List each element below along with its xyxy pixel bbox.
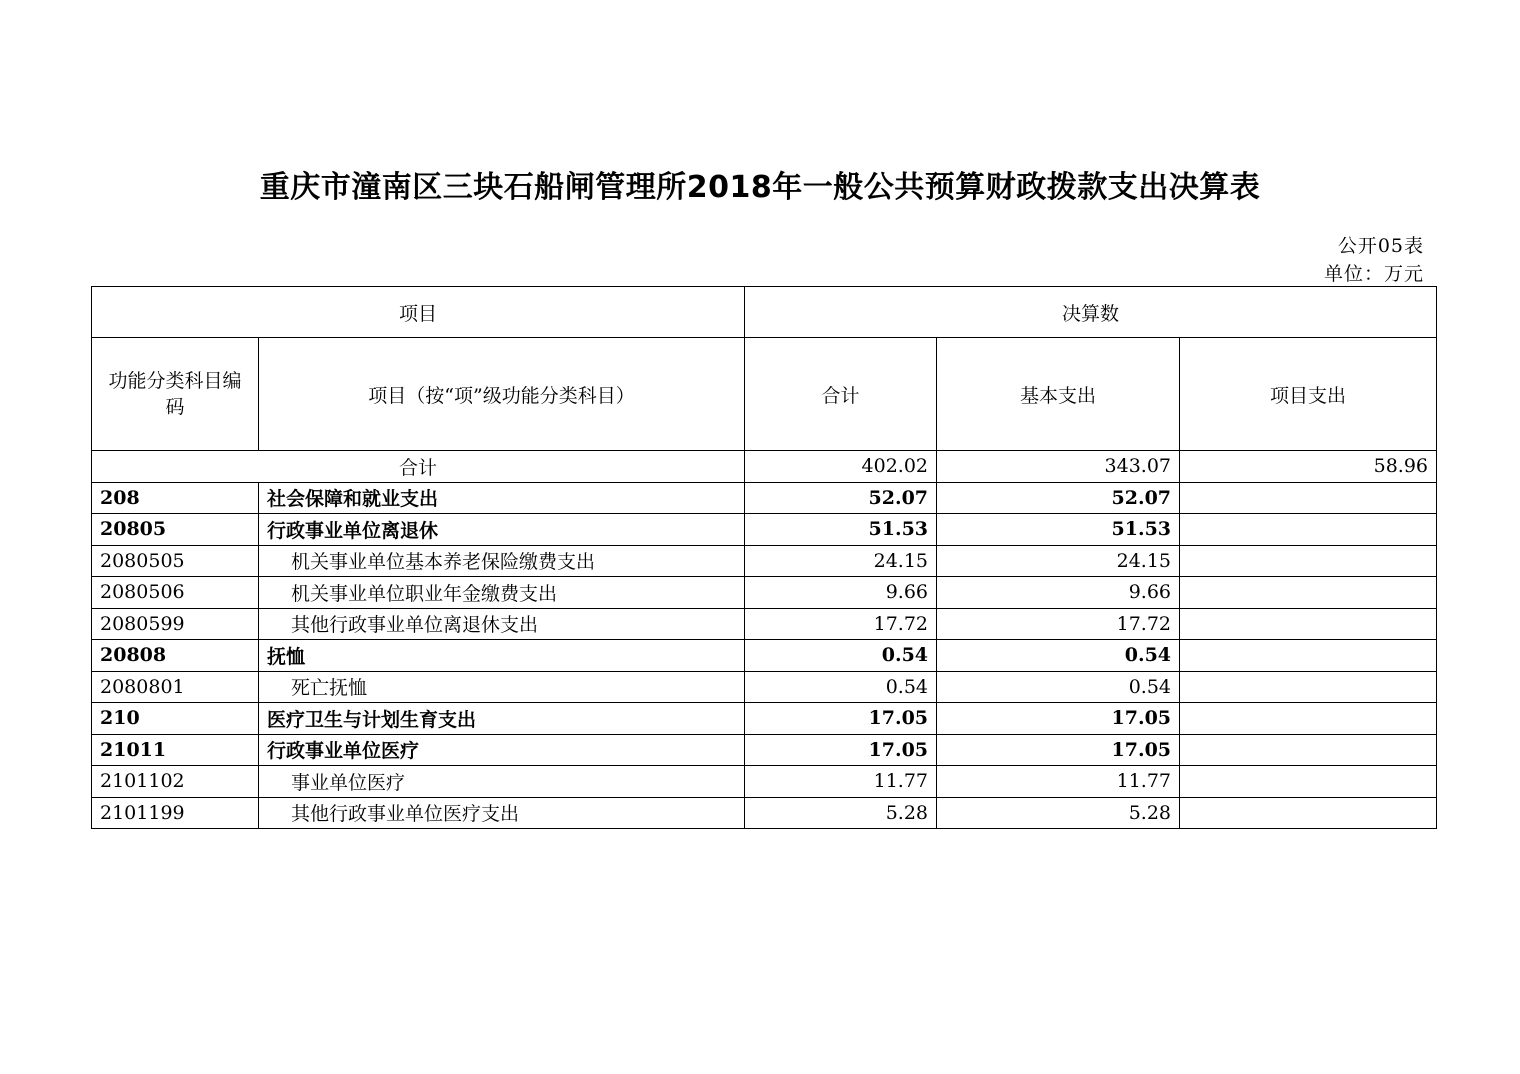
row-code: 2080801 (92, 671, 259, 703)
row-code: 21011 (92, 734, 259, 766)
table-row (92, 482, 1437, 514)
header-basic: 基本支出 (937, 338, 1180, 451)
row-name: 行政事业单位医疗 (259, 734, 745, 766)
row-project (1180, 545, 1437, 577)
row-name: 社会保障和就业支出 (259, 482, 745, 514)
row-name: 死亡抚恤 (259, 671, 745, 703)
row-basic: 11.77 (937, 766, 1180, 798)
row-code: 2080505 (92, 545, 259, 577)
row-total: 0.54 (745, 671, 937, 703)
row-project (1180, 514, 1437, 546)
row-project (1180, 703, 1437, 735)
row-basic: 51.53 (937, 514, 1180, 546)
row-basic: 5.28 (937, 797, 1180, 829)
header-code-label: 功能分类科目编码 (108, 370, 242, 418)
header-final-amount: 决算数 (745, 287, 1437, 338)
row-total: 0.54 (745, 640, 937, 672)
row-code: 2101102 (92, 766, 259, 798)
row-code: 20808 (92, 640, 259, 672)
row-name: 事业单位医疗 (259, 766, 745, 798)
row-project (1180, 734, 1437, 766)
row-project (1180, 797, 1437, 829)
row-project (1180, 577, 1437, 609)
table-row (92, 797, 1437, 829)
row-total: 11.77 (745, 766, 937, 798)
total-row-basic: 343.07 (937, 451, 1180, 483)
expenditure-table (91, 286, 1437, 829)
row-basic: 17.05 (937, 734, 1180, 766)
row-code: 210 (92, 703, 259, 735)
table-body (92, 287, 1437, 829)
total-row-project: 58.96 (1180, 451, 1437, 483)
row-basic: 52.07 (937, 482, 1180, 514)
row-total: 5.28 (745, 797, 937, 829)
row-name: 行政事业单位离退休 (259, 514, 745, 546)
header-code (92, 338, 259, 451)
row-name: 机关事业单位基本养老保险缴费支出 (259, 545, 745, 577)
total-row-total: 402.02 (745, 451, 937, 483)
row-project (1180, 608, 1437, 640)
header-row-1 (92, 287, 1437, 338)
page-title: 重庆市潼南区三块石船闸管理所2018年一般公共预算财政拨款支出决算表 (259, 170, 1261, 205)
total-row-label: 合计 (92, 451, 745, 483)
table-row (92, 703, 1437, 735)
unit-label: 单位：万元 (1323, 263, 1424, 285)
row-basic: 17.72 (937, 608, 1180, 640)
row-code: 20805 (92, 514, 259, 546)
row-project (1180, 640, 1437, 672)
row-project (1180, 482, 1437, 514)
row-code: 2101199 (92, 797, 259, 829)
table-row (92, 608, 1437, 640)
row-name: 医疗卫生与计划生育支出 (259, 703, 745, 735)
row-name: 机关事业单位职业年金缴费支出 (259, 577, 745, 609)
row-code: 2080506 (92, 577, 259, 609)
header-item: 项目 (92, 287, 745, 338)
row-total: 24.15 (745, 545, 937, 577)
row-total: 9.66 (745, 577, 937, 609)
row-project (1180, 766, 1437, 798)
row-project (1180, 671, 1437, 703)
row-total: 17.05 (745, 734, 937, 766)
row-basic: 0.54 (937, 671, 1180, 703)
form-number: 公开05表 (1337, 235, 1424, 257)
header-row-2 (92, 338, 1437, 451)
table-row (92, 766, 1437, 798)
row-name: 其他行政事业单位医疗支出 (259, 797, 745, 829)
header-item-detail: 项目（按“项”级功能分类科目） (259, 338, 745, 451)
table-row (92, 545, 1437, 577)
table-row (92, 640, 1437, 672)
row-name: 其他行政事业单位离退休支出 (259, 608, 745, 640)
table-row (92, 514, 1437, 546)
row-total: 17.72 (745, 608, 937, 640)
row-total: 52.07 (745, 482, 937, 514)
row-total: 17.05 (745, 703, 937, 735)
row-basic: 9.66 (937, 577, 1180, 609)
header-project: 项目支出 (1180, 338, 1437, 451)
row-basic: 0.54 (937, 640, 1180, 672)
table-row (92, 577, 1437, 609)
total-row (92, 451, 1437, 483)
row-code: 2080599 (92, 608, 259, 640)
table-row (92, 671, 1437, 703)
table-row (92, 734, 1437, 766)
row-total: 51.53 (745, 514, 937, 546)
row-code: 208 (92, 482, 259, 514)
row-name: 抚恤 (259, 640, 745, 672)
header-total: 合计 (745, 338, 937, 451)
row-basic: 24.15 (937, 545, 1180, 577)
row-basic: 17.05 (937, 703, 1180, 735)
